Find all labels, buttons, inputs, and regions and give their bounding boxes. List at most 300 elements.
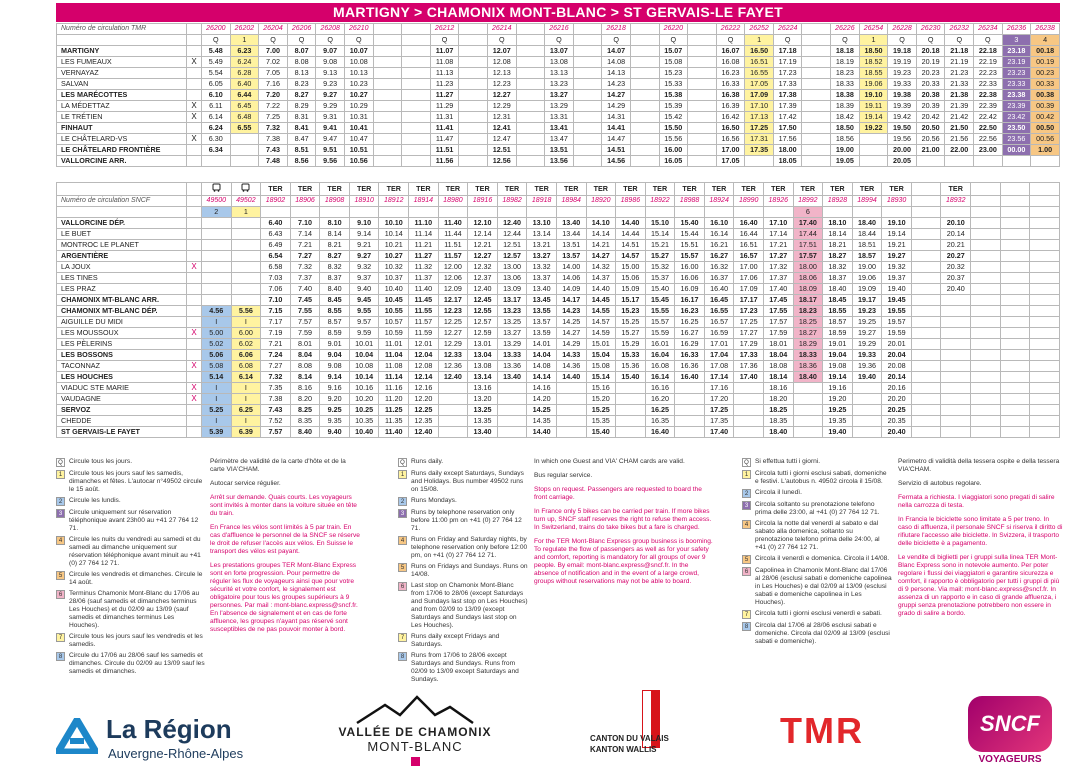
time-cell: 18.39 bbox=[831, 101, 860, 112]
day-code bbox=[497, 207, 527, 218]
time-cell bbox=[402, 46, 431, 57]
legend-text: Circola tutti i giorni esclusi sabati, domeniche e festivi. L'autobus n. 49502 circola il 15/08. bbox=[755, 470, 887, 485]
time-cell: 12.25 bbox=[409, 405, 439, 416]
request-stop-marker bbox=[187, 284, 202, 295]
legend-text: Circule les vendredis et dimanches. Circule le 14 août. bbox=[69, 571, 203, 586]
time-cell: 16.33 bbox=[716, 79, 745, 90]
time-cell: 19.10 bbox=[859, 90, 888, 101]
time-cell: 13.08 bbox=[468, 361, 498, 372]
time-cell bbox=[630, 101, 659, 112]
time-cell bbox=[1030, 306, 1060, 317]
table-row bbox=[57, 427, 1060, 438]
time-cell: 16.35 bbox=[645, 416, 675, 427]
legend-item bbox=[398, 470, 528, 494]
time-cell: 14.57 bbox=[586, 317, 616, 328]
time-cell: 23.38 bbox=[1002, 90, 1031, 101]
time-cell: 12.57 bbox=[497, 251, 527, 262]
time-cell: 13.44 bbox=[556, 229, 586, 240]
time-cell bbox=[1030, 273, 1060, 284]
time-cell bbox=[1000, 306, 1030, 317]
time-cell bbox=[516, 90, 545, 101]
time-cell: 16.25 bbox=[675, 317, 705, 328]
day-code bbox=[734, 207, 764, 218]
time-cell: 17.14 bbox=[704, 372, 734, 383]
time-cell: 10.27 bbox=[344, 90, 373, 101]
time-cell: 12.32 bbox=[468, 262, 498, 273]
time-cell: 12.14 bbox=[468, 229, 498, 240]
table-row bbox=[57, 328, 1060, 339]
time-cell: 17.40 bbox=[734, 372, 764, 383]
time-cell: 16.23 bbox=[716, 68, 745, 79]
time-cell bbox=[1030, 295, 1060, 306]
time-cell bbox=[630, 46, 659, 57]
time-cell bbox=[971, 350, 1001, 361]
time-cell: 17.25 bbox=[704, 405, 734, 416]
time-cell: 12.04 bbox=[409, 350, 439, 361]
legend-text: Circola dal 17/06 al 28/06 esclusi sabati e domeniche. Circola dal 02/09 al 13/09 (esclusi sabati e domeniche). bbox=[755, 622, 890, 645]
time-cell bbox=[1030, 394, 1060, 405]
time-cell: 7.45 bbox=[290, 295, 320, 306]
train-type: TER bbox=[379, 183, 409, 196]
time-cell bbox=[802, 68, 831, 79]
time-cell: 18.04 bbox=[763, 350, 793, 361]
time-cell: 9.40 bbox=[349, 284, 379, 295]
time-cell: 16.45 bbox=[704, 295, 734, 306]
time-cell: 16.55 bbox=[704, 306, 734, 317]
time-cell: 6.44 bbox=[230, 90, 259, 101]
table-row bbox=[57, 251, 1060, 262]
time-cell bbox=[616, 416, 646, 427]
train-type bbox=[911, 183, 941, 196]
time-cell: 15.14 bbox=[645, 229, 675, 240]
request-stop-marker bbox=[187, 306, 202, 317]
time-cell bbox=[438, 394, 468, 405]
legend-key: 3 bbox=[742, 501, 751, 510]
time-cell: 16.37 bbox=[704, 273, 734, 284]
request-stop-marker: X bbox=[187, 134, 202, 145]
time-cell: 19.25 bbox=[852, 317, 882, 328]
time-cell: 18.27 bbox=[793, 328, 823, 339]
day-code bbox=[823, 207, 853, 218]
time-cell bbox=[941, 361, 971, 372]
time-cell bbox=[231, 284, 261, 295]
time-cell: 11.51 bbox=[430, 145, 459, 156]
legend-item bbox=[742, 622, 892, 646]
time-cell: 17.04 bbox=[704, 350, 734, 361]
time-cell: 12.44 bbox=[497, 229, 527, 240]
legend-text: Circola il lunedì. bbox=[755, 489, 802, 496]
legend-key: 2 bbox=[398, 497, 407, 506]
time-cell: 14.01 bbox=[527, 339, 557, 350]
train-number: 18982 bbox=[497, 196, 527, 207]
train-number: 49500 bbox=[202, 196, 232, 207]
time-cell: 8.57 bbox=[320, 317, 350, 328]
time-cell: 11.27 bbox=[430, 90, 459, 101]
train-number: 18910 bbox=[349, 196, 379, 207]
day-code bbox=[630, 35, 659, 46]
time-cell: 18.35 bbox=[763, 416, 793, 427]
time-cell: 14.33 bbox=[556, 350, 586, 361]
time-cell: 18.33 bbox=[831, 79, 860, 90]
legend-text: Circule du 17/06 au 28/06 sauf les samedis et dimanches. Circule du 02/09 au 13/09 sauf les samedis et dimanches. bbox=[69, 652, 205, 675]
time-cell: 10.14 bbox=[379, 229, 409, 240]
time-cell bbox=[402, 145, 431, 156]
time-cell bbox=[231, 229, 261, 240]
time-cell: 15.40 bbox=[586, 427, 616, 438]
train-number: 18986 bbox=[616, 196, 646, 207]
legend-note: In Francia le biciclette sono limitate a 5 per treno. In caso di affluenza, il personale SNCF si riserva il diritto di rifiutare l'accesso alle biciclette. In Svizzera, il trasporto delle biciclette è a pagamento. bbox=[898, 516, 1063, 547]
time-cell bbox=[1000, 284, 1030, 295]
time-cell bbox=[859, 134, 888, 145]
day-code bbox=[586, 207, 616, 218]
time-cell: 14.13 bbox=[602, 68, 631, 79]
sncf-subtitle: VOYAGEURS bbox=[978, 754, 1042, 765]
time-cell: 16.25 bbox=[645, 405, 675, 416]
time-cell bbox=[1000, 383, 1030, 394]
time-cell: 6.39 bbox=[231, 427, 261, 438]
time-cell bbox=[941, 295, 971, 306]
time-cell bbox=[459, 79, 488, 90]
time-cell: 10.59 bbox=[379, 328, 409, 339]
time-cell: 12.59 bbox=[468, 328, 498, 339]
station-name: CHAMONIX MT-BLANC DÉP. bbox=[57, 306, 187, 317]
table-row bbox=[57, 383, 1060, 394]
time-cell bbox=[630, 112, 659, 123]
time-cell: 21.23 bbox=[945, 68, 974, 79]
time-cell bbox=[1030, 416, 1060, 427]
train-type: TER bbox=[497, 183, 527, 196]
day-code bbox=[468, 207, 498, 218]
time-cell: 16.29 bbox=[675, 339, 705, 350]
table-row bbox=[57, 134, 1060, 145]
time-cell: 15.40 bbox=[675, 218, 705, 229]
time-cell: 16.09 bbox=[675, 284, 705, 295]
time-cell: 7.06 bbox=[261, 284, 291, 295]
time-cell bbox=[573, 46, 602, 57]
time-cell bbox=[202, 229, 232, 240]
time-cell: 15.40 bbox=[645, 284, 675, 295]
time-cell: 17.23 bbox=[734, 306, 764, 317]
station-name: ARGENTIÈRE bbox=[57, 251, 187, 262]
train-number: 26210 bbox=[344, 24, 373, 35]
time-cell: 15.59 bbox=[645, 328, 675, 339]
legend-note: Arrêt sur demande. Quais courts. Les voyageurs sont invités à monter dans la voiture située en tête du train. bbox=[210, 494, 357, 517]
time-cell: 12.45 bbox=[468, 295, 498, 306]
time-cell bbox=[911, 394, 941, 405]
time-cell: I bbox=[202, 317, 232, 328]
time-cell: 10.31 bbox=[344, 112, 373, 123]
time-cell: 14.20 bbox=[527, 394, 557, 405]
time-cell: 18.40 bbox=[823, 284, 853, 295]
day-code: Q bbox=[545, 35, 574, 46]
legend-key: 1 bbox=[742, 470, 751, 479]
time-cell bbox=[911, 306, 941, 317]
time-cell: 7.37 bbox=[290, 273, 320, 284]
time-cell: 13.08 bbox=[545, 57, 574, 68]
time-cell: 12.08 bbox=[487, 57, 516, 68]
time-cell: 16.21 bbox=[704, 240, 734, 251]
time-cell: 8.10 bbox=[320, 218, 350, 229]
time-cell: 19.37 bbox=[882, 273, 912, 284]
time-cell: 17.29 bbox=[734, 339, 764, 350]
day-code bbox=[675, 207, 705, 218]
train-number: 18988 bbox=[675, 196, 705, 207]
time-cell bbox=[231, 262, 261, 273]
time-cell bbox=[911, 317, 941, 328]
day-code: Q bbox=[287, 35, 316, 46]
time-cell bbox=[688, 101, 717, 112]
time-cell: 13.27 bbox=[497, 328, 527, 339]
time-cell: 9.47 bbox=[316, 134, 345, 145]
time-cell: 11.57 bbox=[409, 317, 439, 328]
time-cell bbox=[793, 416, 823, 427]
time-cell: 20.14 bbox=[882, 372, 912, 383]
legend-item bbox=[398, 509, 528, 533]
time-cell: 17.01 bbox=[704, 339, 734, 350]
time-cell: 8.04 bbox=[290, 350, 320, 361]
time-cell: 17.00 bbox=[734, 262, 764, 273]
time-cell: 10.08 bbox=[344, 57, 373, 68]
time-cell: 16.44 bbox=[734, 229, 764, 240]
time-cell: 7.14 bbox=[290, 229, 320, 240]
time-cell: 9.41 bbox=[316, 123, 345, 134]
time-cell: 20.32 bbox=[941, 262, 971, 273]
sncf-number-label: Numéro de circulation SNCF bbox=[57, 196, 187, 207]
time-cell: 11.37 bbox=[409, 273, 439, 284]
time-cell: 6.34 bbox=[202, 145, 231, 156]
legend-item bbox=[742, 458, 892, 467]
time-cell: 9.45 bbox=[349, 295, 379, 306]
time-cell: 13.06 bbox=[497, 273, 527, 284]
time-cell bbox=[497, 427, 527, 438]
time-cell: 5.14 bbox=[202, 372, 232, 383]
time-cell bbox=[971, 251, 1001, 262]
time-cell: 13.16 bbox=[468, 383, 498, 394]
time-cell: 15.09 bbox=[616, 284, 646, 295]
table-row bbox=[57, 273, 1060, 284]
time-cell: 17.10 bbox=[745, 101, 774, 112]
time-cell: 8.23 bbox=[287, 79, 316, 90]
time-cell: 18.14 bbox=[763, 372, 793, 383]
day-code bbox=[459, 35, 488, 46]
time-cell: 17.13 bbox=[745, 112, 774, 123]
train-number: 26234 bbox=[974, 24, 1003, 35]
legend-item bbox=[56, 470, 206, 494]
time-cell: 12.16 bbox=[409, 383, 439, 394]
time-cell bbox=[402, 123, 431, 134]
time-cell: 8.13 bbox=[287, 68, 316, 79]
time-cell: 16.14 bbox=[704, 229, 734, 240]
train-number bbox=[688, 24, 717, 35]
time-cell: 14.25 bbox=[527, 405, 557, 416]
train-type: TER bbox=[645, 183, 675, 196]
time-cell: 17.33 bbox=[773, 79, 802, 90]
time-cell: 19.22 bbox=[859, 123, 888, 134]
time-cell: 14.44 bbox=[616, 229, 646, 240]
time-cell: 8.27 bbox=[287, 90, 316, 101]
time-cell bbox=[373, 134, 402, 145]
time-cell: 15.35 bbox=[586, 416, 616, 427]
day-code bbox=[516, 35, 545, 46]
station-name: CHEDDE bbox=[57, 416, 187, 427]
legend-note: Les prestations groupes TER Mont-Blanc Express sont en forte progression. Pour permettre de réguler les flux de voyageurs ainsi que pour votre sécurité et votre confort, le signalement est obligatoire pour tous les groupes supérieurs à 9 personnes. Par mail : mont-blanc.express@sncf.fr. En l'absence de signalement et en cas de forte affluence, les groupes n'ayant pas réservé sont susceptibles de ne pas pouvoir monter à bord. bbox=[210, 562, 358, 633]
train-type: TER bbox=[586, 183, 616, 196]
time-cell bbox=[230, 134, 259, 145]
time-cell bbox=[630, 123, 659, 134]
legend-text: Runs daily except Saturdays, Sundays and Holidays. Bus number 49502 runs on 15/08. bbox=[411, 470, 524, 493]
table-row bbox=[57, 240, 1060, 251]
time-cell bbox=[688, 57, 717, 68]
station-name: TACONNAZ bbox=[57, 361, 187, 372]
time-cell: 20.14 bbox=[941, 229, 971, 240]
time-cell bbox=[402, 79, 431, 90]
time-cell: 7.17 bbox=[261, 317, 291, 328]
time-cell bbox=[459, 145, 488, 156]
tmr-days-row bbox=[57, 35, 1060, 46]
time-cell: 17.09 bbox=[745, 90, 774, 101]
day-code: Q bbox=[716, 35, 745, 46]
time-cell: 13.55 bbox=[527, 306, 557, 317]
request-stop-marker: X bbox=[187, 112, 202, 123]
time-cell bbox=[971, 427, 1001, 438]
time-cell bbox=[573, 57, 602, 68]
legend-text: Circola il venerdì e domenica. Circola il 14/08. bbox=[755, 555, 890, 562]
time-cell: 20.19 bbox=[916, 57, 945, 68]
request-stop-marker: X bbox=[187, 101, 202, 112]
time-cell: 5.54 bbox=[202, 68, 231, 79]
time-cell: 14.25 bbox=[556, 317, 586, 328]
time-cell: 15.23 bbox=[659, 68, 688, 79]
time-cell: 14.27 bbox=[602, 90, 631, 101]
time-cell: 10.51 bbox=[344, 145, 373, 156]
time-cell: 12.27 bbox=[487, 90, 516, 101]
time-cell: 14.40 bbox=[616, 218, 646, 229]
legend-note: Perimetro di validità della tessera ospite e della tessera VIA'CHAM. bbox=[898, 458, 1060, 473]
train-number bbox=[402, 24, 431, 35]
time-cell: 10.20 bbox=[349, 394, 379, 405]
time-cell bbox=[1030, 339, 1060, 350]
time-cell: 13.27 bbox=[527, 251, 557, 262]
time-cell: 4.56 bbox=[202, 306, 232, 317]
time-cell: 11.40 bbox=[438, 218, 468, 229]
time-cell: 12.17 bbox=[438, 295, 468, 306]
train-number: 26228 bbox=[888, 24, 917, 35]
time-cell: 9.57 bbox=[349, 317, 379, 328]
legend-item bbox=[56, 590, 206, 630]
time-cell bbox=[402, 112, 431, 123]
time-cell: 17.36 bbox=[734, 361, 764, 372]
request-stop-marker bbox=[187, 156, 202, 167]
time-cell: 12.40 bbox=[438, 372, 468, 383]
time-cell: 20.10 bbox=[941, 218, 971, 229]
time-cell bbox=[516, 156, 545, 167]
time-cell bbox=[573, 134, 602, 145]
time-cell bbox=[373, 112, 402, 123]
time-cell: 7.21 bbox=[290, 240, 320, 251]
time-cell: 18.10 bbox=[823, 218, 853, 229]
legend-item bbox=[56, 509, 206, 533]
time-cell: 13.23 bbox=[497, 306, 527, 317]
time-cell: 19.11 bbox=[859, 101, 888, 112]
time-cell: 17.40 bbox=[793, 218, 823, 229]
time-cell: 19.23 bbox=[888, 68, 917, 79]
time-cell: 10.55 bbox=[379, 306, 409, 317]
time-cell: 15.00 bbox=[616, 262, 646, 273]
time-cell: 16.33 bbox=[675, 350, 705, 361]
time-cell bbox=[971, 339, 1001, 350]
time-cell: 7.43 bbox=[259, 145, 288, 156]
time-cell: 17.37 bbox=[763, 273, 793, 284]
time-cell: 20.50 bbox=[916, 123, 945, 134]
day-code: 6 bbox=[793, 207, 823, 218]
time-cell: 21.19 bbox=[945, 57, 974, 68]
day-code bbox=[688, 35, 717, 46]
day-code: 3 bbox=[1002, 35, 1031, 46]
day-code bbox=[1030, 207, 1060, 218]
legend-text: Circola tutti i giorni esclusi venerdì e sabati. bbox=[755, 610, 882, 617]
time-cell: 17.56 bbox=[773, 134, 802, 145]
time-cell bbox=[630, 57, 659, 68]
time-cell: 7.10 bbox=[290, 218, 320, 229]
time-cell: 19.00 bbox=[852, 262, 882, 273]
time-cell bbox=[516, 57, 545, 68]
time-cell: 11.35 bbox=[379, 416, 409, 427]
time-cell: 23.50 bbox=[1002, 123, 1031, 134]
time-cell bbox=[516, 101, 545, 112]
time-cell: 9.51 bbox=[316, 145, 345, 156]
day-code bbox=[941, 207, 971, 218]
time-cell bbox=[438, 405, 468, 416]
time-cell: 20.40 bbox=[941, 284, 971, 295]
sncf-badge: SNCF bbox=[968, 696, 1052, 752]
station-name: SALVAN bbox=[57, 79, 187, 90]
station-name: LES MOUSSOUX bbox=[57, 328, 187, 339]
time-cell bbox=[459, 101, 488, 112]
time-cell: 13.31 bbox=[545, 112, 574, 123]
time-cell bbox=[971, 262, 1001, 273]
time-cell: 9.25 bbox=[320, 405, 350, 416]
time-cell bbox=[802, 57, 831, 68]
time-cell: 14.06 bbox=[556, 273, 586, 284]
time-cell bbox=[630, 68, 659, 79]
time-cell bbox=[734, 383, 764, 394]
time-cell bbox=[1030, 317, 1060, 328]
time-cell: 23.39 bbox=[1002, 101, 1031, 112]
time-cell: 6.14 bbox=[231, 372, 261, 383]
time-cell: 6.58 bbox=[261, 262, 291, 273]
time-cell: 12.31 bbox=[487, 112, 516, 123]
request-stop-marker bbox=[187, 145, 202, 156]
time-cell bbox=[402, 101, 431, 112]
time-cell: 12.33 bbox=[438, 350, 468, 361]
time-cell bbox=[556, 405, 586, 416]
time-cell: 18.23 bbox=[831, 68, 860, 79]
time-cell: 19.05 bbox=[831, 156, 860, 167]
station-name: LES TINES bbox=[57, 273, 187, 284]
time-cell: 6.05 bbox=[202, 79, 231, 90]
request-stop-marker bbox=[187, 427, 202, 438]
time-cell: 11.57 bbox=[438, 251, 468, 262]
time-cell: 6.11 bbox=[202, 101, 231, 112]
day-code: 1 bbox=[231, 207, 261, 218]
time-cell: 22.19 bbox=[974, 57, 1003, 68]
train-number bbox=[459, 24, 488, 35]
time-cell bbox=[688, 112, 717, 123]
station-name: SERVOZ bbox=[57, 405, 187, 416]
legend-text: Last stop on Chamonix Mont-Blanc from 17/06 to 28/06 (except Saturdays and Sundays last stop on Les Houches) and from 02/09 to 13/09 (except Saturdays and Sundays last stop on Les Houches). bbox=[411, 582, 528, 629]
time-cell: 17.14 bbox=[763, 229, 793, 240]
time-cell: 6.30 bbox=[202, 134, 231, 145]
